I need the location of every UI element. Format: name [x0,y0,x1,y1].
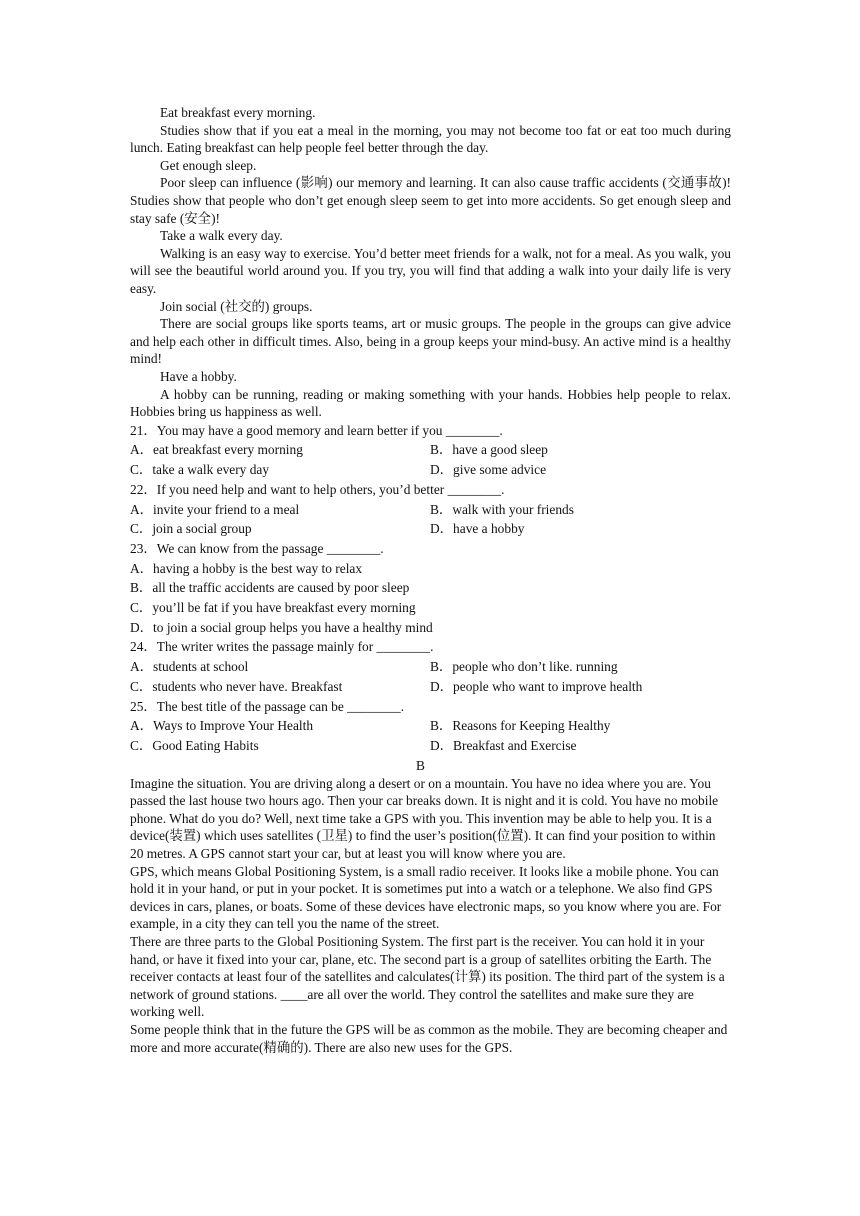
question-stem: 23．We can know from the passage ________. [130,540,384,556]
passage-paragraph: Some people think that in the future the GPS will be as common as the mobile. They are becoming cheaper and more and more accurate(精确的). There are also new uses for the GPS. [130,1021,728,1055]
passage-paragraph: GPS, which means Global Positioning System, is a small radio receiver. It looks like a mobile phone. You can hold it in your hand, or put in your pocket. It is sometimes put into a watch or a telephone. We also find GPS devices in cars, planes, or boats. Some of these devices have electronic maps, so you know where you are. For example, in a city they can tell you the name of the street. [130,863,722,932]
option-a: A．Ways to Improve Your Health [130,718,314,734]
option-b: B．walk with your friends [430,501,574,517]
option-b: B．people who don’t like. running [430,659,618,675]
option-a: A．invite your friend to a meal [130,501,300,517]
passage-heading: Eat breakfast every morning. [160,105,316,120]
passage-paragraph: A hobby can be running, reading or making something with your hands. Hobbies help people to relax. Hobbies bring us happiness as well. [130,386,731,420]
question-stem: 22．If you need help and want to help others, you’d better ________. [130,481,505,497]
passage-b [130,775,731,1057]
section-label-b: B [416,757,425,773]
option-b: B．have a good sleep [430,442,548,458]
question-24 [130,637,731,696]
question-22 [130,480,731,539]
option-c: C．take a walk every day [130,462,270,478]
option-d: D．to join a social group helps you have a healthy mind [130,619,433,635]
option-c: C．you’ll be fat if you have breakfast every morning [130,600,416,616]
option-c: C．students who never have. Breakfast [130,678,343,694]
passage-paragraph: There are social groups like sports teams, art or music groups. The people in the groups can give advice and help each other in difficult times. Also, being in a group keeps your mind-busy. An active mind is a healthy mind! [130,316,731,367]
option-d: D．people who want to improve health [430,678,643,694]
option-c: C．Good Eating Habits [130,737,259,753]
option-c: C．join a social group [130,521,252,537]
passage-heading: Have a hobby. [160,368,237,384]
passage-paragraph: There are three parts to the Global Positioning System. The first part is the receiver. You can hold it in your hand, or have it fixed into your car, plane, etc. The second part is a group of satellites orbiting the Earth. The receiver contacts at least four of the satellites and calculates(计算) its position. The third part of the system is a network of ground stations. ____are all over the world. They control the satellites and make sure they are working well. [130,933,725,1020]
option-a: A．students at school [130,659,249,675]
question-21 [130,421,731,480]
passage-a [130,104,731,421]
question-25 [130,697,731,756]
option-d: D．have a hobby [430,521,525,537]
option-a: A．having a hobby is the best way to relax [130,560,363,576]
question-stem: 24．The writer writes the passage mainly for ________. [130,639,434,655]
option-b: B．all the traffic accidents are caused by poor sleep [130,580,410,596]
passage-heading: Take a walk every day. [160,228,283,244]
option-d: D．give some advice [430,462,547,478]
passage-paragraph: Studies show that if you eat a meal in the morning, you may not become too fat or eat too much during lunch. Eating breakfast can help people feel better through the day. [130,122,731,156]
passage-paragraph: Imagine the situation. You are driving along a desert or on a mountain. You have no idea where you are. You passed the last house two hours ago. Then your car breaks down. It is night and it is cold. You have no mobile phone. What do you do? Well, next time take a GPS with you. This invention may be able to help you. It is a device(装置) which uses satellites (卫星) to find the user’s position(位置). It can find your position to within 20 metres. A GPS cannot start your car, but at least you will know where you are. [130,775,719,862]
option-a: A．eat breakfast every morning [130,442,303,458]
passage-paragraph: Poor sleep can influence (影响) our memory and learning. It can also cause traffic accidents (交通事故)! Studies show that people who don’t get enough sleep seem to get into more accidents. So get enough sleep and stay safe (安全)! [130,175,731,226]
option-b: B．Reasons for Keeping Healthy [430,718,611,734]
question-stem: 21．You may have a good memory and learn better if you ________. [130,422,503,438]
exam-page [130,104,731,1056]
passage-heading: Get enough sleep. [160,157,257,173]
passage-heading: Join social (社交的) groups. [160,298,313,314]
passage-paragraph: Walking is an easy way to exercise. You’d better meet friends for a walk, not for a meal. As you walk, you will see the beautiful world around you. If you try, you will find that adding a walk into your daily life is very easy. [130,245,731,296]
option-d: D．Breakfast and Exercise [430,737,577,753]
question-stem: 25．The best title of the passage can be ________. [130,698,405,714]
question-23 [130,539,731,638]
